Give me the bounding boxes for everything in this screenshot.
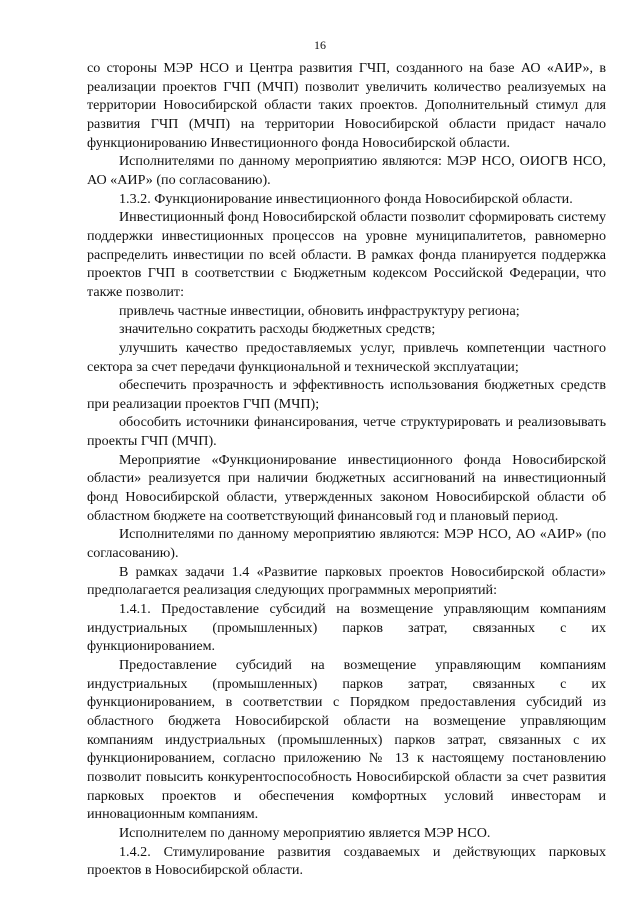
list-item: обособить источники финансирования, четче структурировать и реализовывать проекты ГЧП (МЧП).: [87, 414, 606, 450]
paragraph: Предоставление субсидий на возмещение управляющим компаниям индустриальных (промышленных) парков затрат, связанных с их функционированием, в соответствии с Порядком предоставления субсидий из областного бюджета Новосибирской области на возмещение управляющим компаниям индустриальных (промышленных) парков затрат, связанных с их функционированием, согласно приложению № 13 к настоящему постановлению позволит повысить конкурентоспособность Новосибирской области за счет развития парковых проектов и обеспечения комфортных условий инвесторам и инновационным компаниям.: [87, 657, 606, 823]
paragraph: В рамках задачи 1.4 «Развитие парковых проектов Новосибирской области» предполагается реализация следующих программных мероприятий:: [87, 563, 606, 599]
section-heading: 1.4.1. Предоставление субсидий на возмещение управляющим компаниям индустриальных (промышленных) парков затрат, связанных с их функционированием.: [87, 601, 606, 655]
paragraph: со стороны МЭР НСО и Центра развития ГЧП, созданного на базе АО «АИР», в реализации проектов ГЧП (МЧП) позволит увеличить количество реализуемых на территории Новосибирской области таких проектов. Дополнительный стимул для развития ГЧП (МЧП) на территории Новосибирской области придаст начало функционированию Инвестиционного фонда Новосибирской области.: [87, 60, 606, 151]
paragraph: Инвестиционный фонд Новосибирской области позволит сформировать систему поддержки инвестиционных процессов на уровне муниципалитетов, равномерно распределить инвестиции по всей области. В рамках фонда планируется поддержка проектов ГЧП в соответствии с Бюджетным кодексом Российской Федерации, что также позволит:: [87, 209, 606, 300]
section-heading: 1.4.2. Стимулирование развития создаваемых и действующих парковых проектов в Новосибирской области.: [87, 843, 606, 879]
list-item: обеспечить прозрачность и эффективность использования бюджетных средств при реализации проектов ГЧП (МЧП);: [87, 377, 606, 412]
paragraph: Исполнителями по данному мероприятию являются: МЭР НСО, АО «АИР» (по согласованию).: [87, 526, 606, 562]
page-number: 16: [314, 38, 326, 52]
list-item: значительно сократить расходы бюджетных средств;: [119, 321, 436, 338]
section-heading: 1.3.2. Функционирование инвестиционного фонда Новосибирской области.: [119, 190, 573, 207]
paragraph: Исполнителями по данному мероприятию являются: МЭР НСО, ОИОГВ НСО, АО «АИР» (по согласованию).: [87, 153, 606, 188]
paragraph: Исполнителем по данному мероприятию является МЭР НСО.: [119, 824, 491, 841]
document-body: [87, 59, 606, 880]
list-item: привлечь частные инвестиции, обновить инфраструктуру региона;: [119, 302, 520, 319]
list-item: улучшить качество предоставляемых услуг, привлечь компетенции частного сектора за счет передачи функциональной и технической эксплуатации;: [87, 339, 606, 375]
paragraph: Мероприятие «Функционирование инвестиционного фонда Новосибирской области» реализуется при наличии бюджетных ассигнований на инвестиционный фонд Новосибирской области, утвержденных законом Новосибирской области об областном бюджете на соответствующий финансовый год и плановый период.: [87, 451, 606, 524]
